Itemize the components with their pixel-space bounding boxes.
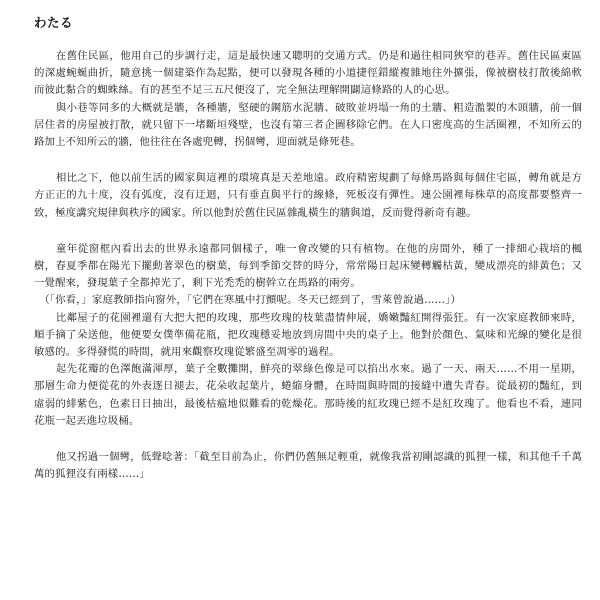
paragraph-gap (34, 151, 582, 170)
paragraph-2: 與小巷等同多的大概就是牆，各種牆，堅硬的鋼筋水泥牆、破敗並坍塌一角的土牆、粗造濫製的木頭牆，前一個居住者的房屋被打散，就只留下一堵斷垣殘壁，也沒有第三者企圖移除它們。在人口密度高的生活圈裡，不知所云的路加上不知所云的牆，他往往在各處兜轉，拐個彎，迎面就是條死巷。 (34, 101, 582, 149)
paragraph-5-quote: （「你看，」家庭教師指向窗外，「它們在寒風中打顫呢。冬天已經到了，雪萊曾說過……」） (39, 294, 462, 307)
document-body (34, 48, 582, 483)
paragraph-3: 相比之下，他以前生活的國家與這裡的環境真是天差地遠。政府精密規劃了每條馬路與每個住宅區，轉角就是方方正正的九十度，沒有弧度，沒有迂迴，只有垂直與平行的線條，死板沒有彈性。連公園裡每株草的高度都要整齊一致，極度講究規律與秩序的國家。所以他對於舊住民區雜亂橫生的牆與道，反而覺得新奇有趣。 (34, 172, 582, 219)
page-title: わたる (34, 15, 74, 30)
paragraph-gap (34, 222, 582, 241)
paragraph-4: 童年從窗框內看出去的世界永遠都同個樣子，唯一會改變的只有植物。在他的房間外，種了一排細心栽培的楓樹，春夏季都在陽光下擺動著翠色的樹葉，每到季節交替的時分，常常陽日起床變轉觸枯黃，變成漂亮的緋黃色；又一覺醒來，發現葉子全都掉光了，剩下光禿禿的樹幹立在馬路的兩旁。 (34, 242, 582, 290)
paragraph-6: 比鄰屋子的花園裡還有大把大把的玫瑰，那些玫瑰的枝葉盡情伸展，嬌嫩豔紅開得張狂。有一次家庭教師來時，順手摘了朵送他，他便要女僕準備花瓶，把玫瑰穩妥地放到房間中央的桌子上。他對於顏色、氣味和光線的變化是很敏感的。多得發慌的時間，就用來觀察玫瑰從繁盛至凋零的過程。 (34, 311, 582, 359)
paragraph-7: 起先花瓣的色澤飽滿渾厚，葉子全數攤開，鮮亮的翠綠色像是可以掐出水來。過了一天、兩天……不用一星期，那層生命力便從花的外表逐日褪去，花朵收起葉片，蜷縮身體，在時間與時間的接縫中遺失青春。從最初的豔紅，到虛弱的緋紫色，色素日日抽出，最後枯瘟地似難看的乾燥花。那時後的紅玫瑰已經不是紅玫瑰了。他看也不看，連同花瓶一起丟進垃圾桶。 (34, 363, 582, 427)
paragraph-1: 在舊住民區，他用自己的步調行走，這是最快速又聰明的交通方式。仍是和過往相同狹窄的巷弄。舊住民區東區的深處蜿蜒曲折，隨意挑一個建築作為起點，便可以發現各種的小道捷徑錯縱複雜地往外擴張，像被樹枝打散後綿軟而彼此黏合的蜘蛛絲。有的甚至不足三五尺便沒了，完全無法理解開闢這條路的人的心思。 (34, 50, 582, 97)
paragraph-8: 他又拐過一個彎，低聲唸著：「截至目前為止，你們仍舊無足輕重，就像我當初剛認識的狐狸一樣，和其他千千萬萬的狐狸沒有兩樣……」 (34, 451, 582, 481)
paragraph-gap (34, 430, 582, 449)
